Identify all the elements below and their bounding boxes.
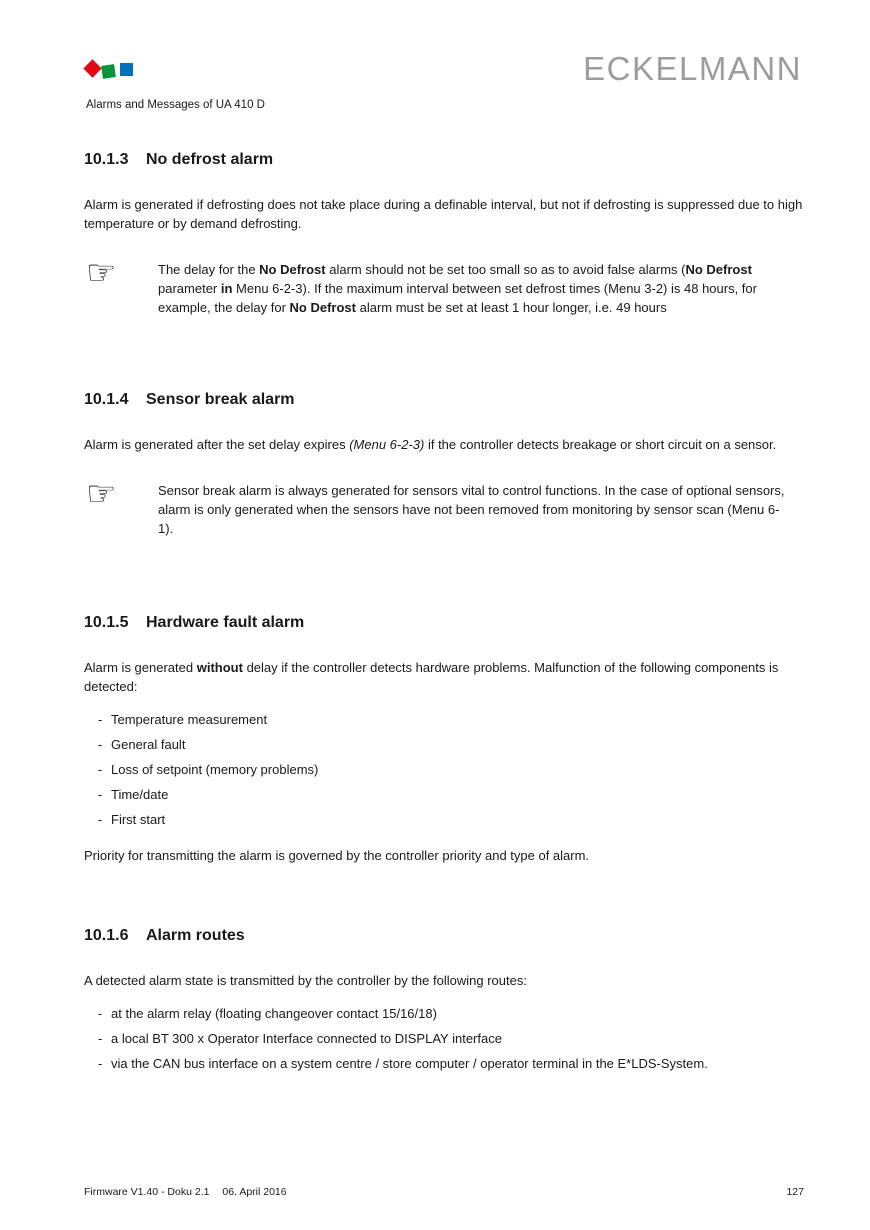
list-item: - Loss of setpoint (memory problems) bbox=[98, 760, 798, 779]
pointing-hand-icon: ☞ bbox=[86, 254, 117, 292]
list-item: - a local BT 300 x Operator Interface connected to DISPLAY interface bbox=[98, 1029, 798, 1048]
note-text: The delay for the No Defrost alarm should not be set too small so as to avoid false alarms (No Defrost parameter in Menu 6-2-3). If the maximum interval between set defrost times (Menu 3-2) is 48 hours, for example, the delay for No Defrost alarm must be set at least 1 hour longer, i.e. 49 hours bbox=[158, 262, 757, 315]
hardware-fault-list bbox=[84, 710, 798, 829]
pointing-hand-icon: ☞ bbox=[86, 475, 117, 513]
note-text: Sensor break alarm is always generated for sensors vital to control functions. In the case of optional sensors, alarm is only generated when the sensors have not been removed from monitoring by sensor scan (Menu 6-1). bbox=[158, 483, 785, 536]
section-outro: Priority for transmitting the alarm is governed by the controller priority and type of alarm. bbox=[84, 848, 590, 863]
section-heading bbox=[84, 391, 804, 409]
section-heading bbox=[84, 151, 804, 169]
list-item: - Time/date bbox=[98, 785, 798, 804]
section-intro: A detected alarm state is transmitted by the controller by the following routes: bbox=[84, 973, 527, 988]
section-heading bbox=[84, 927, 804, 945]
alarm-routes-list bbox=[84, 1004, 798, 1073]
section-intro: Alarm is generated after the set delay expires (Menu 6-2-3) if the controller detects breakage or short circuit on a sensor. bbox=[84, 437, 777, 452]
brand-wordmark: ECKELMANN bbox=[583, 50, 802, 87]
section-heading bbox=[84, 614, 804, 632]
section-title: Hardware fault alarm bbox=[146, 614, 305, 631]
section-number: 10.1.4 bbox=[84, 391, 129, 408]
section-title: Alarm routes bbox=[146, 927, 245, 944]
footer-info bbox=[84, 1186, 287, 1198]
section-hardware-fault-alarm bbox=[84, 614, 804, 865]
section-number: 10.1.5 bbox=[84, 614, 129, 631]
logo-red-diamond-icon bbox=[83, 59, 101, 77]
section-intro: Alarm is generated without delay if the controller detects hardware problems. Malfunction of the following components is detected: bbox=[84, 660, 779, 694]
list-item: - at the alarm relay (floating changeover contact 15/16/18) bbox=[98, 1004, 798, 1023]
list-item: - Temperature measurement bbox=[98, 710, 798, 729]
section-no-defrost-alarm bbox=[84, 151, 804, 317]
list-item: - via the CAN bus interface on a system centre / store computer / operator terminal in the E*LDS-System. bbox=[98, 1054, 798, 1073]
list-item: - First start bbox=[98, 810, 798, 829]
section-number: 10.1.6 bbox=[84, 927, 129, 944]
footer-date: 06. April 2016 bbox=[222, 1186, 287, 1198]
page-number: 127 bbox=[786, 1186, 804, 1198]
section-sensor-break-alarm bbox=[84, 391, 804, 538]
section-intro: Alarm is generated if defrosting does not take place during a definable interval, but not if defrosting is suppressed due to high temperature or by demand defrosting. bbox=[84, 197, 803, 231]
section-number: 10.1.3 bbox=[84, 151, 129, 168]
section-title: Sensor break alarm bbox=[146, 391, 295, 408]
logo-green-square-icon bbox=[101, 64, 116, 79]
logo-blue-square-icon bbox=[120, 63, 133, 76]
section-alarm-routes bbox=[84, 927, 804, 1073]
page-header bbox=[84, 0, 804, 85]
breadcrumb: Alarms and Messages of UA 410 D bbox=[86, 99, 265, 111]
list-item: - General fault bbox=[98, 735, 798, 754]
section-title: No defrost alarm bbox=[146, 151, 274, 168]
note-block bbox=[84, 254, 804, 317]
footer-firmware-version: Firmware V1.40 - Doku 2.1 bbox=[84, 1186, 210, 1198]
page-footer bbox=[84, 1186, 804, 1198]
eckelmann-logo-icon bbox=[84, 56, 140, 84]
note-block bbox=[84, 475, 804, 538]
